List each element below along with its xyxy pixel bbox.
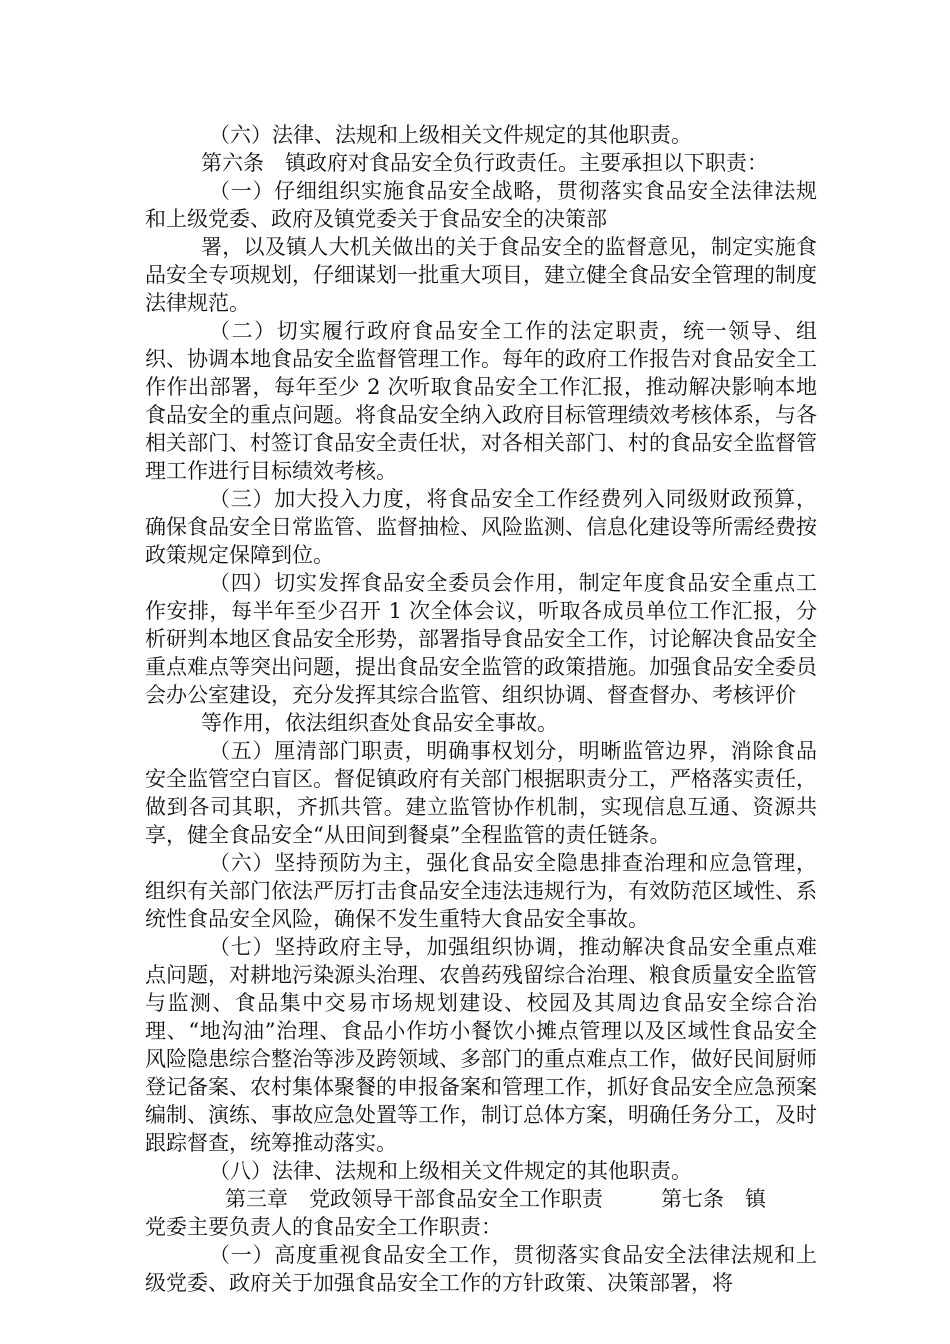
article-6-item-6: （六）坚持预防为主，强化食品安全隐患排查治理和应急管理，组织有关部门依法严厉打击食品安全违法违规行为，有效防范区域性、系统性食品安全风险，确保不发生重特大食品安全事故。 (145, 851, 817, 931)
chapter-3-heading: 第三章 党政领导干部食品安全工作职责 (225, 1187, 603, 1211)
article-7-heading-start: 第七条 镇 (661, 1187, 766, 1211)
chapter-3-heading-line (145, 1185, 817, 1213)
article-6-item-5: （五）厘清部门职责，明确事权划分，明晰监管边界，消除食品安全监管空白盲区。督促镇政府有关部门根据职责分工，严格落实责任，做到各司其职，齐抓共管。建立监管协作机制，实现信息互通、资源共享，健全食品安全“从田间到餐桌”全程监管的责任链条。 (145, 739, 817, 847)
article-6-item-3: （三）加大投入力度，将食品安全工作经费列入同级财政预算，确保食品安全日常监管、监督抽检、风险监测、信息化建设等所需经费按政策规定保障到位。 (145, 487, 817, 567)
article-7-item-1: （一）高度重视食品安全工作，贯彻落实食品安全法律法规和上级党委、政府关于加强食品安全工作的方针政策、决策部署，将 (145, 1243, 817, 1295)
article-6-item-4-continued: 等作用，依法组织查处食品安全事故。 (201, 711, 558, 735)
article-6-item-4: （四）切实发挥食品安全委员会作用，制定年度食品安全重点工作安排，每半年至少召开 1 次全体会议，听取各成员单位工作汇报，分析研判本地区食品安全形势，部署指导食品安全工作，讨论解决食品安全重点难点等突出问题，提出食品安全监管的政策措施。加强食品安全委员会办公室建设，充分发挥其综合监管、组织协调、督查督办、考核评价 (145, 571, 817, 707)
article-6-item-7: （七）坚持政府主导，加强组织协调，推动解决食品安全重点难点问题，对耕地污染源头治理、农兽药残留综合治理、粮食质量安全监管与监测、食品集中交易市场规划建设、校园及其周边食品安全综合治理、“地沟油”治理、食品小作坊小餐饮小摊点管理以及区域性食品安全风险隐患综合整治等涉及跨领域、多部门的重点难点工作，做好民间厨师登记备案、农村集体聚餐的申报备案和管理工作，抓好食品安全应急预案编制、演练、事故应急处置等工作，制订总体方案，明确任务分工，及时跟踪督查，统筹推动落实。 (145, 935, 817, 1155)
document-body (145, 121, 817, 1297)
paragraph-item-6-previous: （六）法律、法规和上级相关文件规定的其他职责。 (209, 123, 692, 147)
article-7-heading-continued: 党委主要负责人的食品安全工作职责： (145, 1215, 502, 1239)
article-6-item-8: （八）法律、法规和上级相关文件规定的其他职责。 (209, 1159, 692, 1183)
article-6-item-1-continued: 署，以及镇人大机关做出的关于食品安全的监督意见，制定实施食品安全专项规划，仔细谋划一批重大项目，建立健全食品安全管理的制度法律规范。 (145, 235, 817, 315)
article-6-heading: 第六条 镇政府对食品安全负行政责任。主要承担以下职责： (201, 151, 768, 175)
article-6-item-1: （一）仔细组织实施食品安全战略，贯彻落实食品安全法律法规和上级党委、政府及镇党委关于食品安全的决策部 (145, 179, 817, 231)
article-6-item-2: （二）切实履行政府食品安全工作的法定职责，统一领导、组织、协调本地食品安全监督管理工作。每年的政府工作报告对食品安全工作作出部署，每年至少 2 次听取食品安全工作汇报，推动解决影响本地食品安全的重点问题。将食品安全纳入政府目标管理绩效考核体系，与各相关部门、村签订食品安全责任状，对各相关部门、村的食品安全监督管理工作进行目标绩效考核。 (145, 319, 817, 483)
